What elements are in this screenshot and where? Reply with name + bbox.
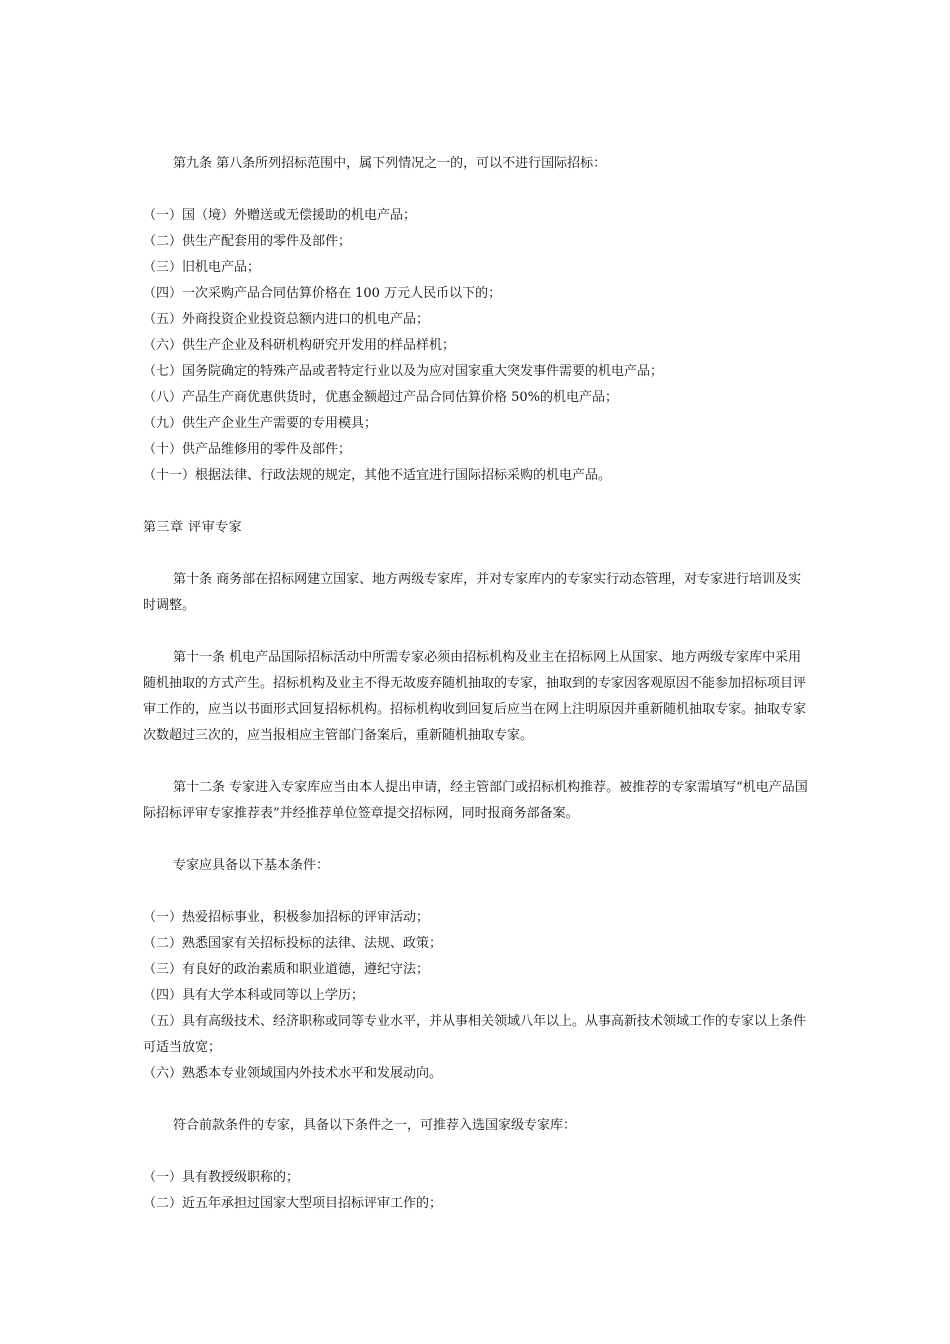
chapter-heading: 第三章 评审专家 [143, 520, 243, 535]
article-12: 第十二条 专家进入专家库应当由本人提出申请，经主管部门或招标机构推荐。被推荐的专家需填写“机电产品国际招标评审专家推荐表”并经推荐单位签章提交招标网，同时报商务部备案。 [143, 780, 808, 821]
list-item: （六）熟悉本专业领域国内外技术水平和发展动向。 [143, 1066, 443, 1081]
list-item: （六）供生产企业及科研机构研究开发用的样品样机； [143, 338, 456, 353]
list-item: （十一）根据法律、行政法规的规定，其他不适宜进行国际招标采购的机电产品。 [143, 468, 612, 483]
list-item: （十）供产品维修用的零件及部件； [143, 442, 352, 457]
list-item: （二）供生产配套用的零件及部件； [143, 234, 352, 249]
national-conditions-list [143, 1165, 808, 1217]
article-11: 第十一条 机电产品国际招标活动中所需专家必须由招标机构及业主在招标网上从国家、地方两级专家库中采用随机抽取的方式产生。招标机构及业主不得无故废弃随机抽取的专家，抽取到的专家因客观原因不能参加招标项目评审工作的，应当以书面形式回复招标机构。招标机构收到回复后应当在网上注明原因并重新随机抽取专家。抽取专家次数超过三次的，应当报相应主管部门备案后，重新随机抽取专家。 [143, 650, 807, 743]
list-item: （二）熟悉国家有关招标投标的法律、法规、政策； [143, 936, 443, 951]
list-item: （一）国（境）外赠送或无偿援助的机电产品； [143, 208, 417, 223]
list-item: （八）产品生产商优惠供货时，优惠金额超过产品合同估算价格 50%的机电产品； [143, 390, 619, 405]
list-item: （一）具有教授级职称的； [143, 1170, 300, 1185]
basic-conditions-list [143, 905, 808, 1087]
document-body [143, 151, 808, 1217]
list-item: （四）具有大学本科或同等以上学历； [143, 988, 365, 1003]
list-item: （三）有良好的政治素质和职业道德，遵纪守法； [143, 962, 430, 977]
article-9-title: 第九条 第八条所列招标范围中，属下列情况之一的，可以不进行国际招标： [173, 156, 607, 171]
list-item: （四）一次采购产品合同估算价格在 100 万元人民币以下的； [143, 286, 502, 301]
article-9-list [143, 203, 808, 489]
list-item: （五）外商投资企业投资总额内进口的机电产品； [143, 312, 430, 327]
list-item: （九）供生产企业生产需要的专用模具； [143, 416, 378, 431]
list-item: （五）具有高级技术、经济职称或同等专业水平，并从事相关领域八年以上。从事高新技术领域工作的专家以上条件可适当放宽； [143, 1014, 807, 1055]
national-conditions-title: 符合前款条件的专家，具备以下条件之一，可推荐入选国家级专家库： [173, 1118, 577, 1133]
article-10: 第十条 商务部在招标网建立国家、地方两级专家库，并对专家库内的专家实行动态管理，对专家进行培训及实时调整。 [143, 572, 802, 613]
list-item: （一）热爱招标事业，积极参加招标的评审活动； [143, 910, 430, 925]
basic-conditions-title: 专家应具备以下基本条件： [173, 858, 330, 873]
list-item: （七）国务院确定的特殊产品或者特定行业以及为应对国家重大突发事件需要的机电产品； [143, 364, 664, 379]
list-item: （二）近五年承担过国家大型项目招标评审工作的； [143, 1196, 443, 1211]
list-item: （三）旧机电产品； [143, 260, 261, 275]
